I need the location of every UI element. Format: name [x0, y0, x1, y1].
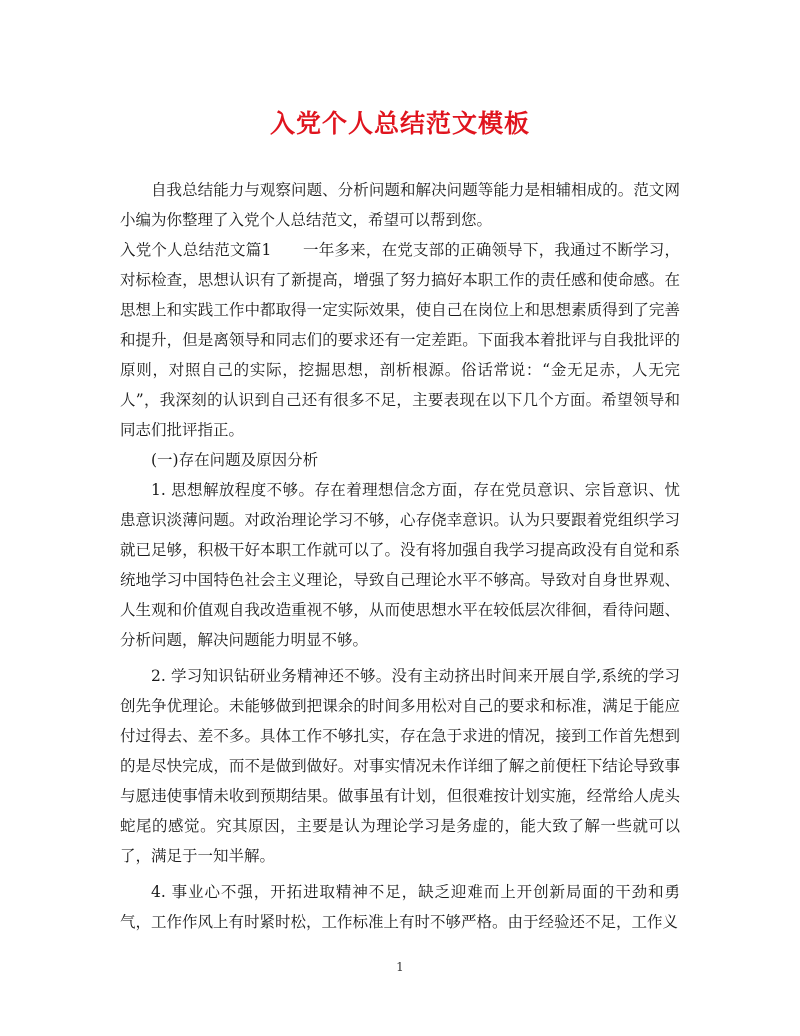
point-paragraph-1: 1. 思想解放程度不够。存在着理想信念方面，存在党员意识、宗旨意识、忧患意识淡薄问题。对政治理论学习不够，心存侥幸意识。认为只要跟着党组织学习就已足够，积极干好本职工作就可以了。没有将加强自我学习提高政没有自觉和系统地学习中国特色社会主义理论，导致自己理论水平不够高。导致对自身世界观、人生观和价值观自我改造重视不够，从而使思想水平在较低层次徘徊，看待问题、分析问题，解决问题能力明显不够。: [120, 481, 680, 649]
section-heading: (一)存在问题及原因分析: [151, 451, 319, 469]
intro-paragraph: 自我总结能力与观察问题、分析问题和解决问题等能力是相辅相成的。范文网小编为你整理了入党个人总结范文，希望可以帮到您。: [120, 181, 680, 229]
document-body: [120, 175, 680, 937]
document-title: 入党个人总结范文模板: [269, 109, 530, 138]
point-paragraph-4: 4. 事业心不强，开拓进取精神不足，缺乏迎难而上开创新局面的干劲和勇气，工作作风上有时紧时松，工作标准上有时不够严格。由于经验还不足，工作义: [120, 883, 680, 931]
article-paragraph: 入党个人总结范文篇1 一年多来，在党支部的正确领导下，我通过不断学习，对标检查，思想认识有了新提高，增强了努力搞好本职工作的责任感和使命感。在思想上和实践工作中都取得一定实际效果，使自己在岗位上和思想素质得到了完善和提升，但是离领导和同志们的要求还有一定差距。下面我本着批评与自我批评的原则，对照自己的实际，挖掘思想，剖析根源。俗话常说：“金无足赤，人无完人”，我深刻的认识到自己还有很多不足，主要表现在以下几个方面。希望领导和同志们批评指正。: [120, 241, 680, 439]
page-number: 1: [396, 960, 404, 974]
point-paragraph-2: 2. 学习知识钻研业务精神还不够。没有主动挤出时间来开展自学,系统的学习创先争优理论。未能够做到把课余的时间多用松对自己的要求和标准，满足于能应付过得去、差不多。具体工作不够扎实，存在急于求进的情况，接到工作首先想到的是尽快完成，而不是做到做好。对事实情况未作详细了解之前便枉下结论导致事与愿违使事情未收到预期结果。做事虽有计划，但很难按计划实施，经常给人虎头蛇尾的感觉。究其原因，主要是认为理论学习是务虚的，能大致了解一些就可以了，满足于一知半解。: [120, 667, 680, 865]
